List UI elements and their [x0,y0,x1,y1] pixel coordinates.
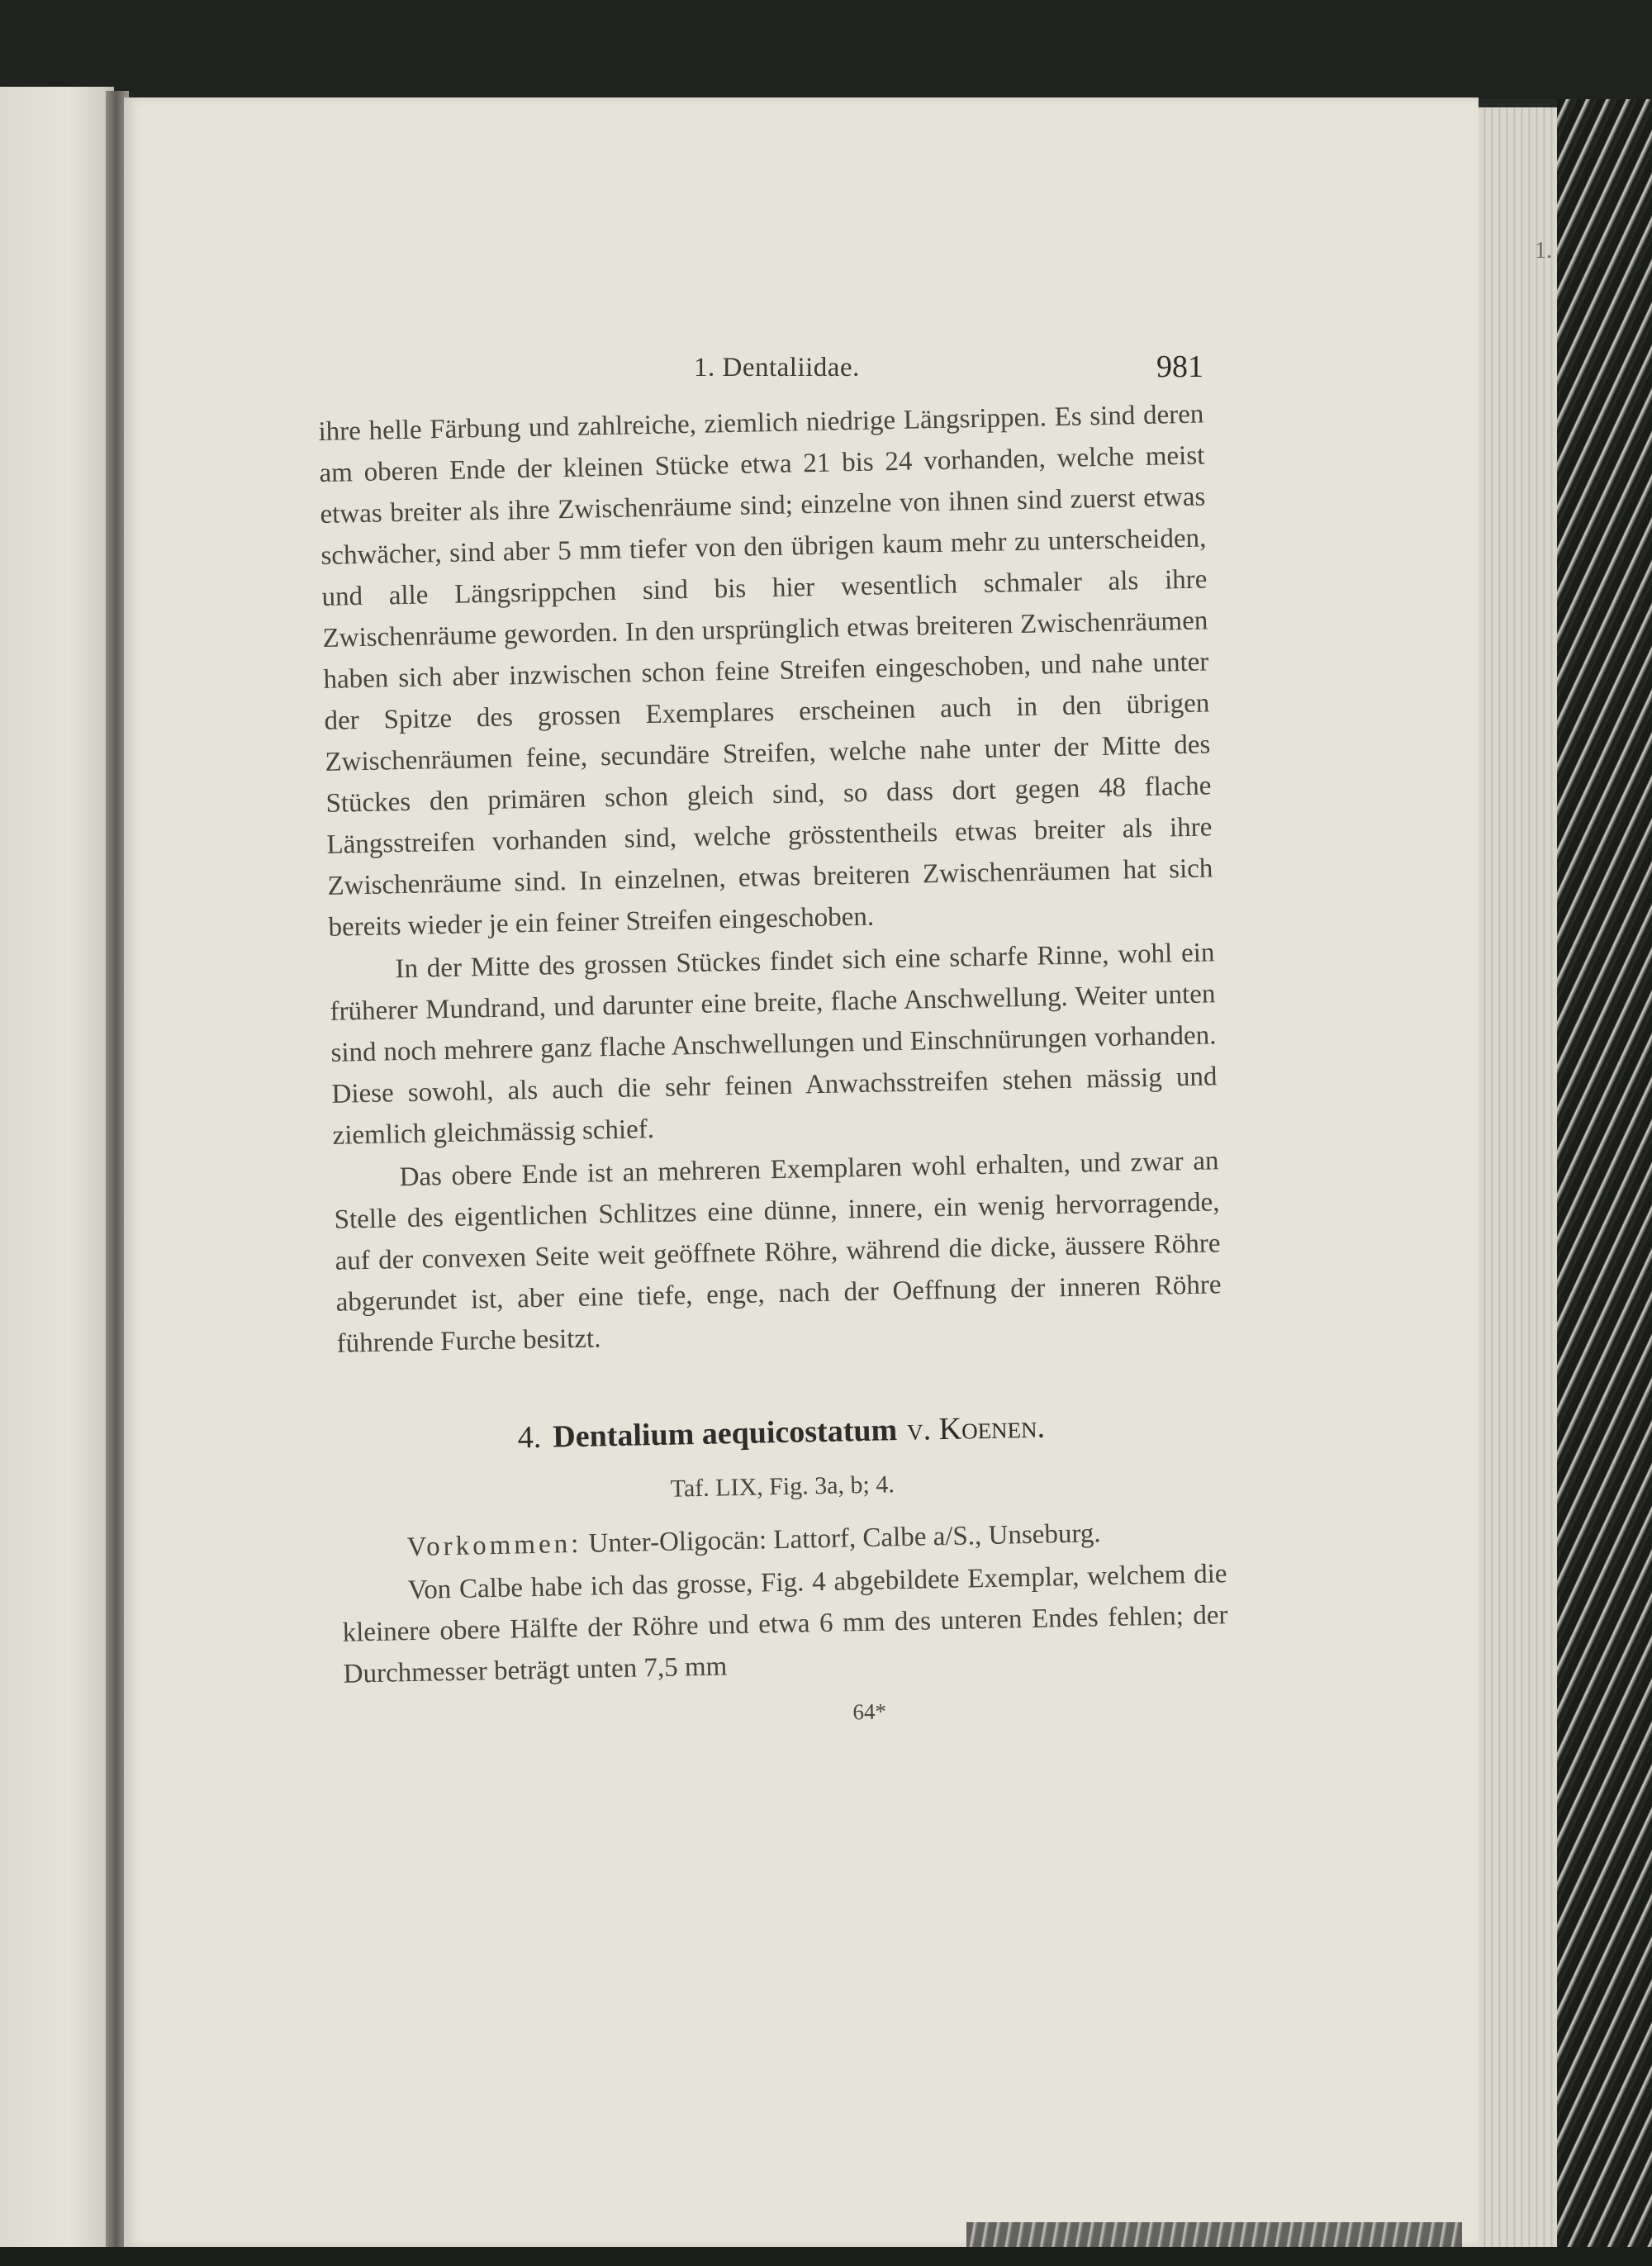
paragraph-2: In der Mitte des grossen Stückes findet sich eine scharfe Rinne, wohl ein früherer Mundrand, und darunter eine breite, flache Anschwellung. Weiter unten sind noch mehrere ganz flache Anschwellungen und Einschnürungen vorhanden. Diese sowohl, als auch die sehr feinen Anwachsstreifen stehen mässig und ziemlich gleichmässig schief. [330,938,1218,1151]
background-top [0,0,1652,99]
body-text [318,393,1230,1742]
paragraph-3: Das obere Ende ist an mehreren Exemplaren wohl erhalten, und zwar an Stelle des eigentlichen Schlitzes eine dünne, innere, ein wenig hervorragende, auf der convexen Seite weit geöffnete Röhre, während die dicke, äussere Röhre abgerundet ist, aber eine tiefe, enge, nach der Oeffnung der inneren Röhre führende Furche besitzt. [334,1146,1222,1359]
cover-bottom [0,2247,1652,2266]
marbled-cover-edge [1557,99,1652,2247]
paragraph-4: Von Calbe habe ich das grosse, Fig. 4 abgebildete Exemplar, welchem die kleinere obere Hälfte der Röhre und etwa 6 mm des unteren Endes fehlen; der Durchmesser beträgt unten 7,5 mm [342,1559,1228,1689]
page-number: 981 [1156,349,1203,384]
occurrence-text: Unter-Oligocän: Lattorf, Calbe a/S., Unseburg. [588,1518,1101,1559]
occurrence-label: Vorkommen: [406,1528,582,1563]
paragraph-1: ihre helle Färbung und zahlreiche, ziemlich niedrige Längsrippen. Es sind deren am oberen Ende der kleinen Stücke etwa 21 bis 24 vorhanden, welche meist etwas breiter als ihre Zwischenräume sind; einzelne von ihnen sind zuerst etwas schwächer, sind aber 5 mm tiefer von den übrigen kaum mehr zu unterscheiden, und alle Längsrippchen sind bis hier wesentlich schmaler als ihre Zwischenräume geworden. In den ursprünglich etwas breiteren Zwischenräumen haben sich aber inzwischen schon feine Streifen eingeschoben, und nahe unter der Spitze des grossen Exemplares erscheinen auch in den übrigen Zwischenräumen feine, secundäre Streifen, welche nahe unter der Mitte des Stückes den primären schon gleich sind, so dass dort gegen 48 flache Längsstreifen vorhanden sind, welche grösstentheils etwas breiter als ihre Zwischenräume sind. In einzelnen, etwas breiteren Zwischenräumen hat sich bereits wieder je ein feiner Streifen eingeschoben. [318,399,1213,943]
marbled-cover-bottom [966,2222,1462,2247]
signature-mark: 64* [852,1698,887,1725]
species-name: Dentalium aequicostatum [552,1413,898,1455]
section-number: 4. [517,1419,542,1456]
plate-reference: Taf. LIX, Fig. 3a, b; 4. [670,1470,895,1503]
section-heading [339,1403,1225,1462]
page-edges [1479,107,1557,2247]
left-facing-page [0,87,114,2247]
margin-mark: 1. [1535,238,1552,264]
species-author: v. Koenen. [906,1409,1046,1447]
running-head: 1. Dentaliidae. [694,353,860,382]
